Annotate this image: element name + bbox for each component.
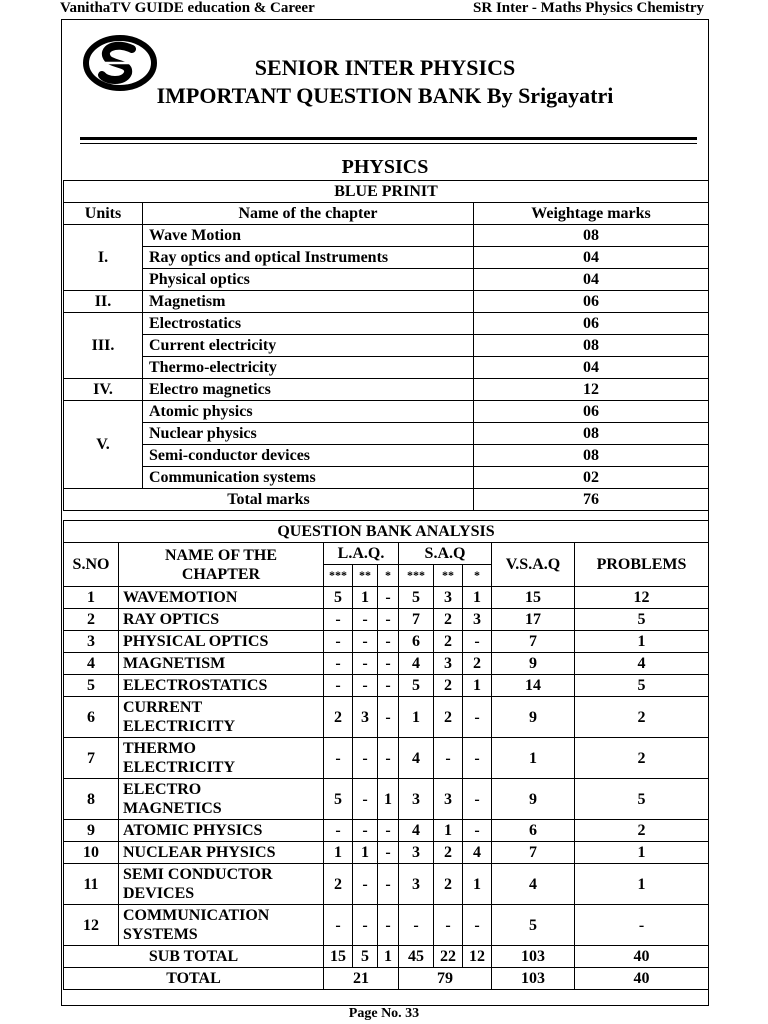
analysis-problems-value: 2 — [575, 820, 709, 842]
analysis-vsaq-value: 9 — [492, 697, 575, 738]
table-row — [64, 291, 709, 313]
analysis-saq-value: 3 — [399, 864, 434, 905]
analysis-laq-value: - — [353, 653, 378, 675]
analysis-chapter-name-line: ATOMIC PHYSICS — [123, 822, 263, 839]
blueprint-total-label: Total marks — [64, 489, 474, 511]
table-row — [64, 779, 709, 820]
analysis-laq-value: - — [324, 820, 353, 842]
blueprint-marks: 06 — [474, 313, 709, 335]
analysis-chapter-name-line: ELECTRO — [123, 781, 202, 798]
table-row — [64, 905, 709, 946]
blueprint-header-marks: Weightage marks — [474, 203, 709, 225]
analysis-total-problems: 40 — [575, 968, 709, 990]
title-line2: IMPORTANT QUESTION BANK By Srigayatri — [156, 83, 614, 108]
analysis-chapter-name — [119, 864, 324, 905]
analysis-vsaq-value: 15 — [492, 587, 575, 609]
analysis-laq-value: 1 — [378, 779, 399, 820]
blueprint-unit: II. — [64, 291, 143, 313]
analysis-saq-value: 3 — [434, 653, 463, 675]
analysis-chapter-name — [119, 587, 324, 609]
analysis-saq-value: - — [463, 820, 492, 842]
analysis-saq-value: 1 — [434, 820, 463, 842]
analysis-vsaq-value: 9 — [492, 779, 575, 820]
blueprint-unit: I. — [64, 225, 143, 291]
analysis-caption: QUESTION BANK ANALYSIS — [64, 521, 709, 543]
analysis-problems-value: 5 — [575, 675, 709, 697]
analysis-laq-value: 1 — [353, 587, 378, 609]
blueprint-total-value: 76 — [474, 489, 709, 511]
analysis-problems-value: 12 — [575, 587, 709, 609]
analysis-header-laq: L.A.Q. — [324, 543, 399, 565]
header-left: VanithaTV GUIDE education & Career — [60, 0, 315, 16]
analysis-saq-value: 5 — [399, 587, 434, 609]
analysis-sno: 10 — [64, 842, 119, 864]
analysis-header-star: * — [463, 565, 492, 587]
analysis-problems-value: 1 — [575, 864, 709, 905]
analysis-saq-value: - — [463, 738, 492, 779]
analysis-laq-value: - — [378, 653, 399, 675]
analysis-header-name-line2: CHAPTER — [181, 565, 261, 583]
analysis-header-star: *** — [324, 565, 353, 587]
analysis-sno: 2 — [64, 609, 119, 631]
analysis-saq-value: 4 — [399, 653, 434, 675]
blueprint-marks: 08 — [474, 335, 709, 357]
analysis-total-laq: 21 — [324, 968, 399, 990]
analysis-vsaq-value: 7 — [492, 631, 575, 653]
analysis-vsaq-value: 5 — [492, 905, 575, 946]
analysis-laq-value: - — [378, 675, 399, 697]
analysis-laq-value: - — [324, 675, 353, 697]
analysis-saq-value: 2 — [434, 842, 463, 864]
analysis-laq-value: 2 — [324, 697, 353, 738]
analysis-vsaq-value: 9 — [492, 653, 575, 675]
analysis-sno: 7 — [64, 738, 119, 779]
analysis-laq-value: 5 — [324, 779, 353, 820]
analysis-laq-value: - — [353, 905, 378, 946]
analysis-laq-value: - — [324, 609, 353, 631]
analysis-saq-value: 4 — [463, 842, 492, 864]
table-row — [64, 609, 709, 631]
analysis-chapter-name — [119, 842, 324, 864]
analysis-header-saq: S.A.Q — [399, 543, 492, 565]
analysis-header-star: *** — [399, 565, 434, 587]
blueprint-chapter: Physical optics — [143, 269, 474, 291]
blueprint-header-chapter: Name of the chapter — [143, 203, 474, 225]
analysis-chapter-name-line: MAGNETISM — [123, 655, 226, 672]
analysis-problems-value: 1 — [575, 842, 709, 864]
analysis-vsaq-value: 6 — [492, 820, 575, 842]
analysis-saq-value: - — [463, 631, 492, 653]
blueprint-marks: 08 — [474, 445, 709, 467]
blueprint-chapter: Wave Motion — [143, 225, 474, 247]
blueprint-header-units: Units — [64, 203, 143, 225]
analysis-chapter-name-line: MAGNETICS — [123, 800, 222, 817]
analysis-chapter-name — [119, 738, 324, 779]
blueprint-marks: 06 — [474, 401, 709, 423]
analysis-laq-value: - — [378, 609, 399, 631]
analysis-chapter-name — [119, 905, 324, 946]
analysis-saq-value: 2 — [434, 631, 463, 653]
table-row — [64, 675, 709, 697]
blueprint-marks: 02 — [474, 467, 709, 489]
analysis-saq-value: 2 — [434, 609, 463, 631]
analysis-laq-value: - — [378, 738, 399, 779]
analysis-vsaq-value: 7 — [492, 842, 575, 864]
analysis-laq-value: - — [353, 609, 378, 631]
blueprint-chapter: Magnetism — [143, 291, 474, 313]
analysis-saq-value: 3 — [399, 842, 434, 864]
analysis-vsaq-value: 14 — [492, 675, 575, 697]
analysis-laq-value: - — [378, 864, 399, 905]
analysis-header-name — [119, 543, 324, 587]
analysis-saq-value: - — [399, 905, 434, 946]
blueprint-marks: 06 — [474, 291, 709, 313]
blueprint-chapter: Atomic physics — [143, 401, 474, 423]
table-row — [64, 357, 709, 379]
table-row — [64, 423, 709, 445]
analysis-saq-value: 5 — [399, 675, 434, 697]
blueprint-marks: 04 — [474, 247, 709, 269]
analysis-laq-value: - — [378, 697, 399, 738]
analysis-chapter-name-line: COMMUNICATION — [123, 907, 270, 924]
analysis-header-sno: S.NO — [64, 543, 119, 587]
analysis-total-label: TOTAL — [64, 968, 324, 990]
analysis-saq-value: 3 — [434, 779, 463, 820]
table-row — [64, 842, 709, 864]
analysis-laq-value: - — [378, 587, 399, 609]
analysis-vsaq-value: 1 — [492, 738, 575, 779]
title-rule-thin — [80, 143, 697, 144]
analysis-saq-value: 1 — [463, 864, 492, 905]
table-row — [64, 335, 709, 357]
analysis-subtotal-saq: 22 — [434, 946, 463, 968]
table-row — [64, 864, 709, 905]
blueprint-unit: V. — [64, 401, 143, 489]
analysis-chapter-name — [119, 653, 324, 675]
blueprint-marks: 08 — [474, 225, 709, 247]
table-row — [64, 697, 709, 738]
analysis-header-star: ** — [353, 565, 378, 587]
table-row — [64, 225, 709, 247]
analysis-laq-value: - — [378, 820, 399, 842]
analysis-problems-value: 5 — [575, 779, 709, 820]
analysis-chapter-name — [119, 779, 324, 820]
blueprint-marks: 12 — [474, 379, 709, 401]
page-number: Page No. 33 — [348, 1006, 420, 1021]
analysis-laq-value: - — [353, 631, 378, 653]
analysis-subtotal-label: SUB TOTAL — [64, 946, 324, 968]
table-row — [64, 379, 709, 401]
analysis-sno: 12 — [64, 905, 119, 946]
analysis-sno: 11 — [64, 864, 119, 905]
analysis-subtotal-saq: 12 — [463, 946, 492, 968]
analysis-laq-value: 2 — [324, 864, 353, 905]
analysis-sno: 1 — [64, 587, 119, 609]
table-row — [64, 247, 709, 269]
analysis-sno: 6 — [64, 697, 119, 738]
analysis-laq-value: - — [353, 864, 378, 905]
table-row — [64, 587, 709, 609]
table-row — [64, 467, 709, 489]
analysis-saq-value: 2 — [434, 697, 463, 738]
analysis-chapter-name-line: ELECTRICITY — [123, 759, 236, 776]
blueprint-chapter: Current electricity — [143, 335, 474, 357]
analysis-subtotal-problems: 40 — [575, 946, 709, 968]
table-row — [64, 269, 709, 291]
analysis-saq-value: 6 — [399, 631, 434, 653]
analysis-subtotal-laq: 15 — [324, 946, 353, 968]
analysis-chapter-name-line: ELECTRICITY — [123, 718, 236, 735]
analysis-chapter-name-line: CURRENT — [123, 699, 203, 716]
table-row — [64, 631, 709, 653]
blueprint-unit: III. — [64, 313, 143, 379]
table-row — [64, 401, 709, 423]
blueprint-marks: 04 — [474, 269, 709, 291]
table-row — [64, 738, 709, 779]
analysis-saq-value: - — [434, 905, 463, 946]
blueprint-marks: 08 — [474, 423, 709, 445]
analysis-saq-value: - — [463, 905, 492, 946]
table-row — [64, 653, 709, 675]
analysis-chapter-name-line: NUCLEAR PHYSICS — [123, 844, 276, 861]
analysis-saq-value: 4 — [399, 738, 434, 779]
analysis-saq-value: 4 — [399, 820, 434, 842]
analysis-chapter-name — [119, 609, 324, 631]
analysis-saq-value: 3 — [399, 779, 434, 820]
blueprint-chapter: Thermo-electricity — [143, 357, 474, 379]
analysis-saq-value: - — [463, 779, 492, 820]
table-row — [64, 313, 709, 335]
analysis-problems-value: 5 — [575, 609, 709, 631]
analysis-subtotal-laq: 5 — [353, 946, 378, 968]
analysis-laq-value: 3 — [353, 697, 378, 738]
analysis-laq-value: - — [353, 675, 378, 697]
analysis-saq-value: 2 — [434, 675, 463, 697]
table-row — [64, 820, 709, 842]
analysis-problems-value: 2 — [575, 697, 709, 738]
analysis-laq-value: - — [324, 738, 353, 779]
section-title: PHYSICS — [341, 156, 429, 178]
analysis-chapter-name-line: PHYSICAL OPTICS — [123, 633, 269, 650]
analysis-saq-value: 1 — [399, 697, 434, 738]
blueprint-chapter: Electro magnetics — [143, 379, 474, 401]
analysis-problems-value: 2 — [575, 738, 709, 779]
blueprint-chapter: Electrostatics — [143, 313, 474, 335]
analysis-header-problems: PROBLEMS — [575, 543, 709, 587]
analysis-laq-value: 5 — [324, 587, 353, 609]
analysis-problems-value: 4 — [575, 653, 709, 675]
analysis-saq-value: - — [463, 697, 492, 738]
analysis-sno: 5 — [64, 675, 119, 697]
analysis-chapter-name-line: ELECTROSTATICS — [123, 677, 268, 694]
analysis-vsaq-value: 4 — [492, 864, 575, 905]
header-right: SR Inter - Maths Physics Chemistry — [473, 0, 704, 16]
analysis-total-saq: 79 — [399, 968, 492, 990]
analysis-laq-value: - — [324, 631, 353, 653]
blueprint-chapter: Nuclear physics — [143, 423, 474, 445]
analysis-total-vsaq: 103 — [492, 968, 575, 990]
analysis-saq-value: 3 — [463, 609, 492, 631]
analysis-subtotal-laq: 1 — [378, 946, 399, 968]
analysis-laq-value: - — [353, 738, 378, 779]
analysis-chapter-name-line: DEVICES — [123, 885, 195, 902]
analysis-chapter-name — [119, 697, 324, 738]
analysis-sno: 3 — [64, 631, 119, 653]
analysis-laq-value: - — [353, 820, 378, 842]
analysis-subtotal-saq: 45 — [399, 946, 434, 968]
analysis-sno: 8 — [64, 779, 119, 820]
analysis-saq-value: 1 — [463, 675, 492, 697]
analysis-header-star: ** — [434, 565, 463, 587]
analysis-vsaq-value: 17 — [492, 609, 575, 631]
title-line1: SENIOR INTER PHYSICS — [254, 55, 516, 80]
analysis-chapter-name-line: WAVEMOTION — [123, 589, 238, 606]
analysis-saq-value: 2 — [434, 864, 463, 905]
analysis-subtotal-vsaq: 103 — [492, 946, 575, 968]
blueprint-marks: 04 — [474, 357, 709, 379]
analysis-saq-value: 7 — [399, 609, 434, 631]
analysis-header-star: * — [378, 565, 399, 587]
analysis-chapter-name — [119, 820, 324, 842]
analysis-sno: 4 — [64, 653, 119, 675]
blueprint-caption: BLUE PRINIT — [64, 181, 709, 203]
analysis-laq-value: - — [324, 653, 353, 675]
analysis-laq-value: - — [378, 631, 399, 653]
blueprint-chapter: Ray optics and optical Instruments — [143, 247, 474, 269]
table-row — [64, 445, 709, 467]
question-bank-analysis-table — [63, 520, 709, 990]
analysis-laq-value: - — [324, 905, 353, 946]
analysis-saq-value: 1 — [463, 587, 492, 609]
analysis-laq-value: 1 — [353, 842, 378, 864]
analysis-problems-value: 1 — [575, 631, 709, 653]
analysis-saq-value: - — [434, 738, 463, 779]
title-rule-thick — [80, 137, 697, 140]
analysis-saq-value: 2 — [463, 653, 492, 675]
blueprint-unit: IV. — [64, 379, 143, 401]
blueprint-chapter: Communication systems — [143, 467, 474, 489]
analysis-chapter-name-line: SYSTEMS — [123, 926, 198, 943]
analysis-header-name-line1: NAME OF THE — [164, 546, 277, 564]
analysis-chapter-name-line: RAY OPTICS — [123, 611, 220, 628]
analysis-sno: 9 — [64, 820, 119, 842]
analysis-chapter-name — [119, 631, 324, 653]
analysis-chapter-name-line: SEMI CONDUCTOR — [123, 866, 273, 883]
analysis-saq-value: 3 — [434, 587, 463, 609]
analysis-chapter-name-line: THERMO — [123, 740, 196, 757]
analysis-laq-value: 1 — [324, 842, 353, 864]
analysis-laq-value: - — [353, 779, 378, 820]
blueprint-chapter: Semi-conductor devices — [143, 445, 474, 467]
blueprint-table — [63, 180, 709, 511]
analysis-header-vsaq: V.S.A.Q — [492, 543, 575, 587]
analysis-problems-value: - — [575, 905, 709, 946]
analysis-laq-value: - — [378, 905, 399, 946]
analysis-chapter-name — [119, 675, 324, 697]
analysis-laq-value: - — [378, 842, 399, 864]
